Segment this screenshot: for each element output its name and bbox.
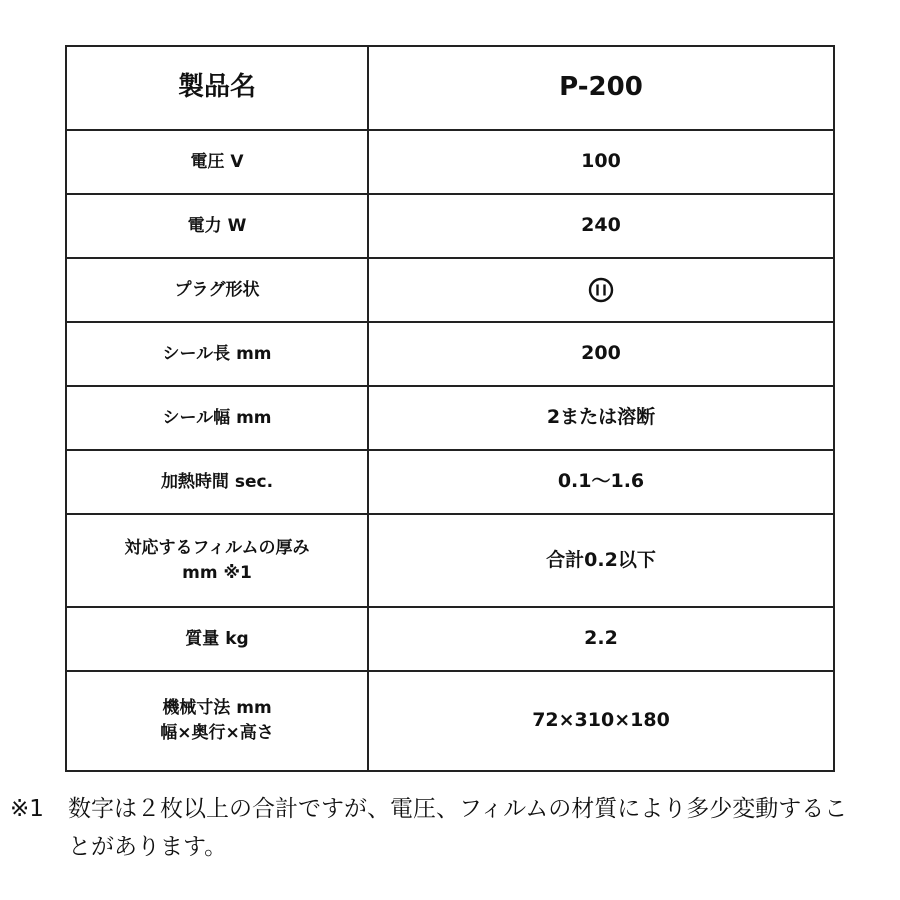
table-row bbox=[66, 194, 834, 258]
seal-width-value: 2または溶断 bbox=[368, 386, 834, 450]
footnote-text: 数字は２枚以上の合計ですが、電圧、フィルムの材質により多少変動することがあります。 bbox=[68, 796, 848, 860]
heating-time-label: 加熱時間 sec. bbox=[66, 450, 368, 514]
mass-label: 質量 kg bbox=[66, 607, 368, 671]
table-row bbox=[66, 607, 834, 671]
plug-shape-value bbox=[368, 258, 834, 322]
table-row bbox=[66, 450, 834, 514]
voltage-label: 電圧 V bbox=[66, 130, 368, 194]
table-row bbox=[66, 322, 834, 386]
product-name-label: 製品名 bbox=[66, 46, 368, 130]
heating-time-value: 0.1〜1.6 bbox=[368, 450, 834, 514]
film-thickness-label-unit: mm ※1 bbox=[182, 562, 252, 583]
table-row bbox=[66, 130, 834, 194]
mass-value: 2.2 bbox=[368, 607, 834, 671]
film-thickness-label-line: 対応するフィルムの厚み bbox=[124, 537, 310, 558]
dimensions-label bbox=[66, 671, 368, 771]
dimensions-label-axes: 幅×奥行×高さ bbox=[160, 723, 274, 743]
power-label: 電力 W bbox=[66, 194, 368, 258]
seal-width-label: シール幅 mm bbox=[66, 386, 368, 450]
plug-shape-label: プラグ形状 bbox=[66, 258, 368, 322]
film-thickness-label bbox=[66, 514, 368, 607]
footnote bbox=[10, 790, 850, 866]
footnote-mark: ※1 bbox=[10, 796, 44, 822]
voltage-value: 100 bbox=[368, 130, 834, 194]
film-thickness-value: 合計0.2以下 bbox=[368, 514, 834, 607]
dimensions-label-line: 機械寸法 mm bbox=[162, 698, 272, 719]
seal-length-label: シール長 mm bbox=[66, 322, 368, 386]
table-row bbox=[66, 258, 834, 322]
table-row bbox=[66, 386, 834, 450]
product-name-value: P-200 bbox=[368, 46, 834, 130]
two-prong-plug-icon bbox=[588, 277, 614, 303]
table-row bbox=[66, 514, 834, 607]
table-header-row bbox=[66, 46, 834, 130]
dimensions-value: 72×310×180 bbox=[368, 671, 834, 771]
power-value: 240 bbox=[368, 194, 834, 258]
table-row bbox=[66, 671, 834, 771]
spec-table bbox=[65, 45, 835, 772]
seal-length-value: 200 bbox=[368, 322, 834, 386]
